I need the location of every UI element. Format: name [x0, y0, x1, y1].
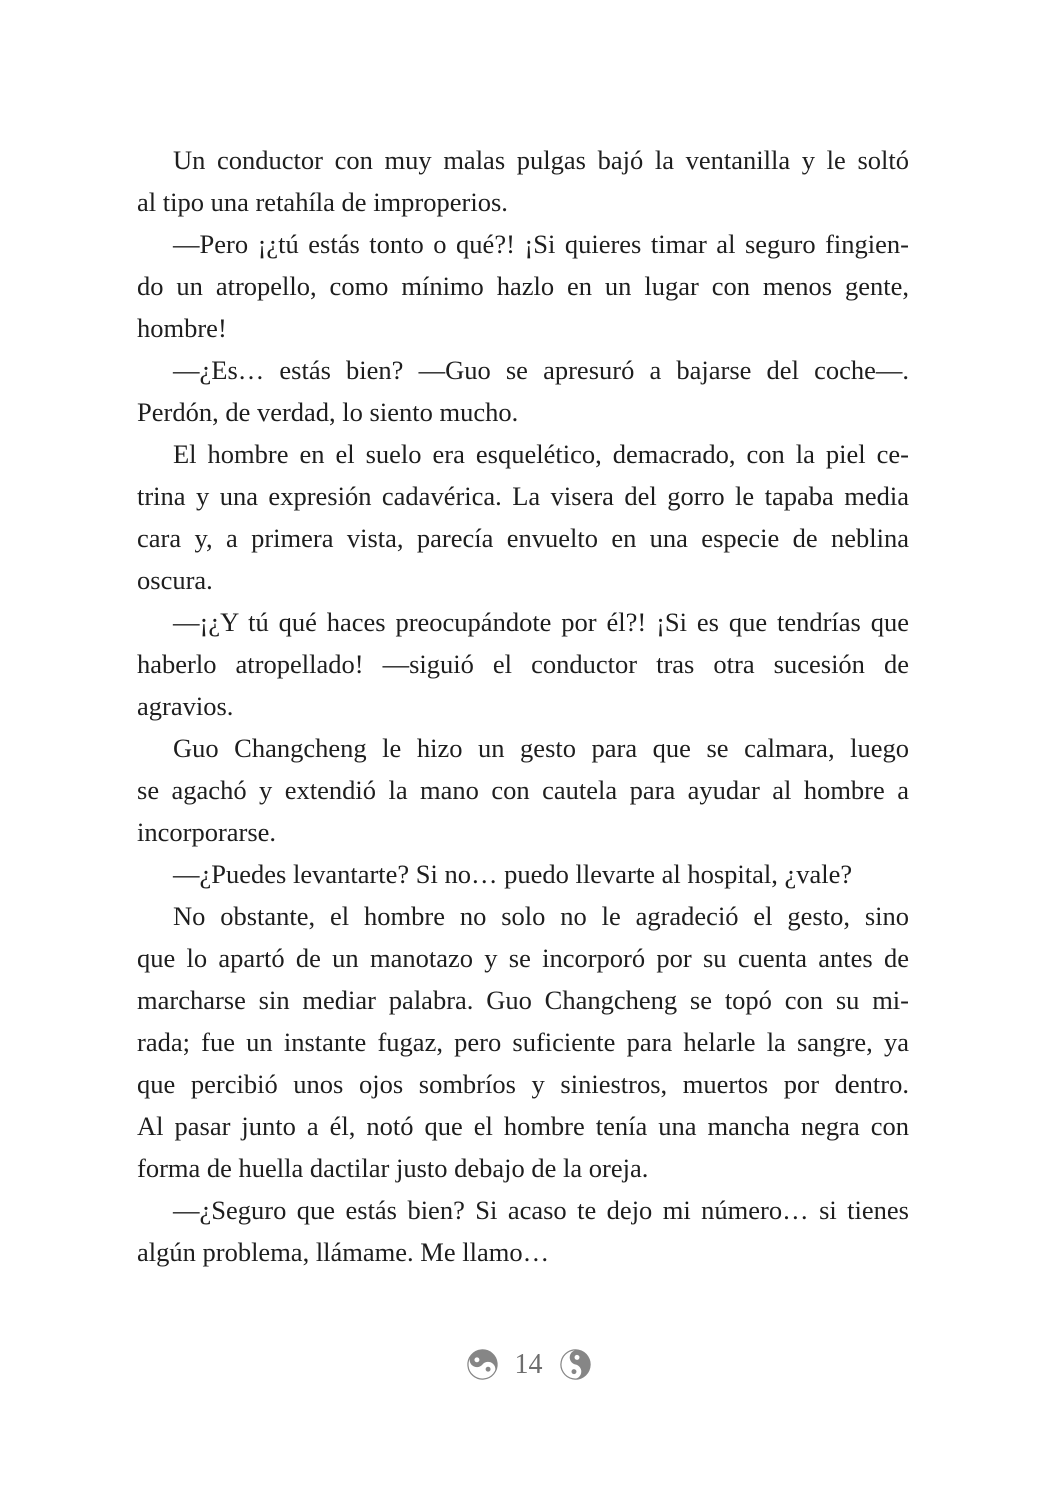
yin-yang-icon: [557, 1346, 594, 1383]
text-line: —¿Seguro que estás bien? Si acaso te dejo mi número… si tienes: [173, 1195, 909, 1225]
text-line: trina y una expresión cadavérica. La visera del gorro le tapaba media: [137, 481, 909, 511]
text-line: do un atropello, como mínimo hazlo en un lugar con menos gente,: [137, 271, 909, 301]
text-line: algún problema, llámame. Me llamo…: [137, 1237, 550, 1267]
text-line: incorporarse.: [137, 817, 277, 847]
text-line: oscura.: [137, 565, 213, 595]
text-line: cara y, a primera vista, parecía envuelto en una especie de neblina: [137, 523, 909, 553]
paragraph: [137, 601, 909, 727]
text-line: que percibió unos ojos sombríos y siniestros, muertos por dentro.: [137, 1069, 909, 1099]
page-number: 14: [514, 1349, 543, 1380]
text-line: se agachó y extendió la mano con cautela para ayudar al hombre a: [137, 775, 909, 805]
text-line: Guo Changcheng le hizo un gesto para que se calmara, luego: [173, 733, 909, 763]
text-line: hombre!: [137, 313, 227, 343]
text-line: agravios.: [137, 691, 234, 721]
paragraph: [137, 1189, 909, 1273]
text-line: —¡¿Y tú qué haces preocupándote por él?! ¡Si es que tendrías que: [173, 607, 909, 637]
paragraph: [137, 727, 909, 853]
paragraph: [137, 433, 909, 601]
text-line: haberlo atropellado! —siguió el conductor tras otra sucesión de: [137, 649, 909, 679]
text-line: —Pero ¡¿tú estás tonto o qué?! ¡Si quieres timar al seguro fingien-: [173, 229, 909, 259]
yin-yang-icon: [460, 1343, 504, 1387]
text-line: —¿Es… estás bien? —Guo se apresuró a bajarse del coche—.: [173, 355, 909, 385]
text-line: El hombre en el suelo era esquelético, demacrado, con la piel ce-: [173, 439, 909, 469]
page-footer: [0, 1349, 1057, 1380]
paragraph: [137, 349, 909, 433]
text-line: Al pasar junto a él, notó que el hombre tenía una mancha negra con: [137, 1111, 909, 1141]
paragraph: [137, 895, 909, 1189]
paragraph: [137, 139, 909, 223]
text-line: Un conductor con muy malas pulgas bajó la ventanilla y le soltó: [173, 145, 909, 175]
text-line: que lo apartó de un manotazo y se incorporó por su cuenta antes de: [137, 943, 909, 973]
paragraph: [137, 223, 909, 349]
text-line: Perdón, de verdad, lo siento mucho.: [137, 397, 519, 427]
text-line: forma de huella dactilar justo debajo de la oreja.: [137, 1153, 649, 1183]
text-line: —¿Puedes levantarte? Si no… puedo llevarte al hospital, ¿vale?: [173, 859, 853, 889]
text-line: marcharse sin mediar palabra. Guo Changcheng se topó con su mi-: [137, 985, 909, 1015]
text-line: rada; fue un instante fugaz, pero suficiente para helarle la sangre, ya: [137, 1027, 909, 1057]
paragraph: [137, 853, 909, 895]
text-line: No obstante, el hombre no solo no le agradeció el gesto, sino: [173, 901, 909, 931]
text-block: [137, 139, 909, 1273]
text-line: al tipo una retahíla de improperios.: [137, 187, 508, 217]
